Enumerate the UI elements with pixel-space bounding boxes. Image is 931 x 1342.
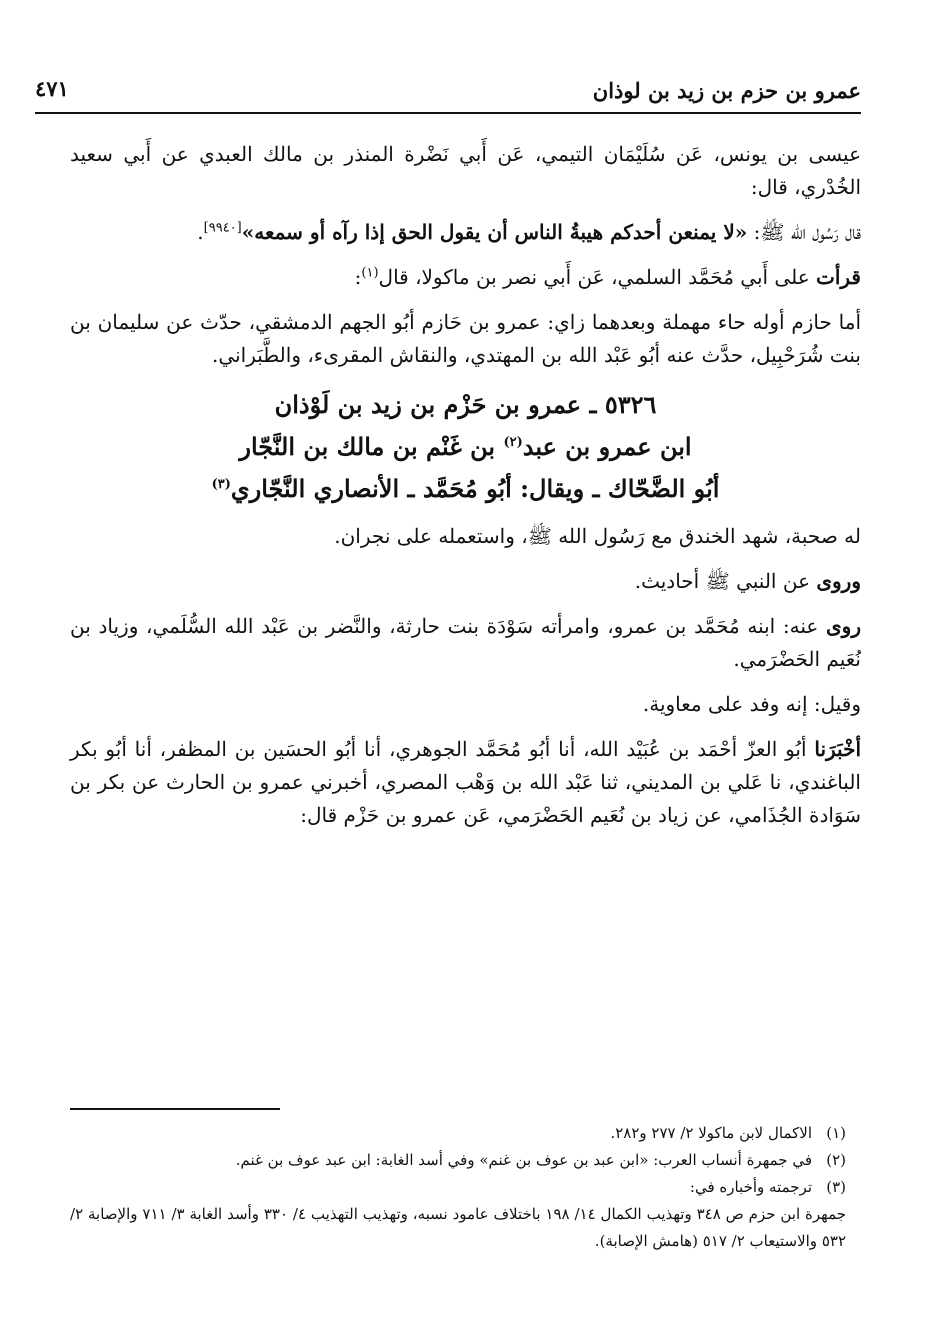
footnote-text: الاكمال لابن ماكولا ٢/ ٢٧٧ و٢٨٢. bbox=[610, 1124, 812, 1142]
entry-heading bbox=[70, 384, 861, 510]
paragraph-text: عنه: ابنه مُحَمَّد بن عمرو، وامرأته سَوْدَة بنت حارثة، والنَّضر بن عَبْد الله السُّلَمي، وزياد بن نُعَيم الحَضْرَمي. bbox=[70, 614, 861, 671]
main-text bbox=[70, 138, 861, 844]
hadith-text: «لا يمنعن أحدكم هيبةُ الناس أن يقول الحق إذا رآه أو سمعه» bbox=[241, 220, 748, 244]
footnote-text: ترجمته وأخباره في: bbox=[689, 1178, 812, 1196]
entry-title-part: أبُو الضَّحّاك ـ ويقال: أبُو مُحَمَّد ـ الأنصاري النَّجّاري bbox=[230, 474, 720, 503]
paragraph bbox=[70, 138, 861, 204]
paragraph-text: على أَبي مُحَمَّد السلمي، عَن أَبي نصر بن ماكولا، قال bbox=[378, 265, 817, 289]
page-number: ٤٧١ bbox=[35, 76, 69, 101]
paragraph-text: له صحبة، شهد الخندق مع رَسُول الله ﷺ، واستعمله على نجران. bbox=[334, 524, 861, 548]
footnote-number: (٢) bbox=[826, 1151, 846, 1169]
paragraph bbox=[70, 610, 861, 676]
footnote bbox=[70, 1120, 846, 1147]
paragraph bbox=[70, 565, 861, 598]
paragraph-text: عن النبي ﷺ أحاديث. bbox=[634, 569, 817, 593]
footnotes bbox=[70, 1120, 846, 1255]
paragraph-lead: روى bbox=[826, 614, 861, 638]
paragraph bbox=[70, 688, 861, 721]
footnote-marker[interactable]: (٣) bbox=[211, 477, 231, 492]
entry-title-part: ابن عمرو بن عبد bbox=[522, 432, 692, 461]
hadith-intro: قال رَسُول الله ﷺ: bbox=[747, 220, 861, 244]
footnote-marker[interactable]: (١) bbox=[361, 265, 379, 281]
hadith-ref: [٩٩٤٠] bbox=[203, 220, 242, 236]
footnote-text: في جمهرة أنساب العرب: «ابن عبد بن عوف بن غنم» وفي أسد الغابة: ابن عبد عوف بن غنم. bbox=[235, 1151, 812, 1169]
entry-title-part: بن غَنْم بن مالك بن النَّجّار bbox=[239, 432, 504, 461]
entry-title-line-1: ٥٣٢٦ ـ عمرو بن حَزْم بن زيد بن لَوْذان bbox=[274, 390, 657, 419]
footnote-number: (١) bbox=[826, 1124, 846, 1142]
entry-title-line-3 bbox=[70, 468, 861, 510]
paragraph-lead: قرأت bbox=[816, 265, 861, 289]
footnote-marker[interactable]: (٢) bbox=[503, 435, 523, 450]
paragraph bbox=[70, 733, 861, 832]
paragraph bbox=[70, 520, 861, 553]
footnote bbox=[70, 1147, 846, 1174]
footnote bbox=[70, 1174, 846, 1201]
paragraph-lead: أخْبَرَنا bbox=[814, 737, 861, 761]
paragraph: قال رَسُول الله ﷺ: «لا يمنعن أحدكم هيبةُ الناس أن يقول الحق إذا رآه أو سمعه»[٩٩٤٠]. bbox=[197, 220, 861, 244]
footnote-number: (٣) bbox=[826, 1178, 846, 1196]
paragraph bbox=[70, 261, 861, 294]
paragraph-text: أبُو العزّ أحْمَد بن عُبَيْد الله، أنا أبُو مُحَمَّد الجوهري، أنا أبُو الحسَين بن المظفر، أنا أبُو بكر الباغندي، نا عَلي بن المديني، ثنا عَبْد الله بن وَهْب المصري، أخبرني عمرو بن الحارث عن بكر بن سَوَادة الجُذَامي، عن زياد بن نُعَيم الحَضْرَمي، عَن عمرو بن حَزْم قال: bbox=[70, 737, 861, 827]
paragraph bbox=[70, 306, 861, 372]
punctuation: : bbox=[354, 265, 362, 289]
running-title: عمرو بن حزم بن زيد بن لوذان bbox=[592, 78, 861, 103]
footnote-continuation: جمهرة ابن حزم ص ٣٤٨ وتهذيب الكمال ١٤/ ١٩٨ باختلاف عامود نسبه، وتهذيب التهذيب ٤/ ٣٣٠ وأسد الغابة ٣/ ٧١١ والإصابة ٢/ ٥٣٢ والاستيعاب ٢/ ٥١٧ (هامش الإصابة). bbox=[70, 1205, 847, 1250]
isnad-text: عيسى بن يونس، عَن سُلَيْمَان التيمي، عَن أَبي نَضْرة المنذر بن مالك العبدي عن أَبي سعيد الخُدْري، قال: bbox=[70, 142, 862, 199]
running-header bbox=[35, 68, 861, 114]
paragraph-lead: وروى bbox=[816, 569, 861, 593]
entry-title-line-2 bbox=[70, 426, 861, 468]
footnote-divider bbox=[70, 1108, 280, 1110]
paragraph-text: وقيل: إنه وفد على معاوية. bbox=[642, 692, 861, 716]
paragraph-text: أما حازم أوله حاء مهملة وبعدهما زاي: عمرو بن حَازم أبُو الجهم الدمشقي، حدّث عن سليمان بن بنت شُرَحْبِيل، حدَّث عنه أبُو عَبْد الله بن المهتدي، والنقاش المقرىء، والطَّبَراني. bbox=[70, 310, 861, 367]
